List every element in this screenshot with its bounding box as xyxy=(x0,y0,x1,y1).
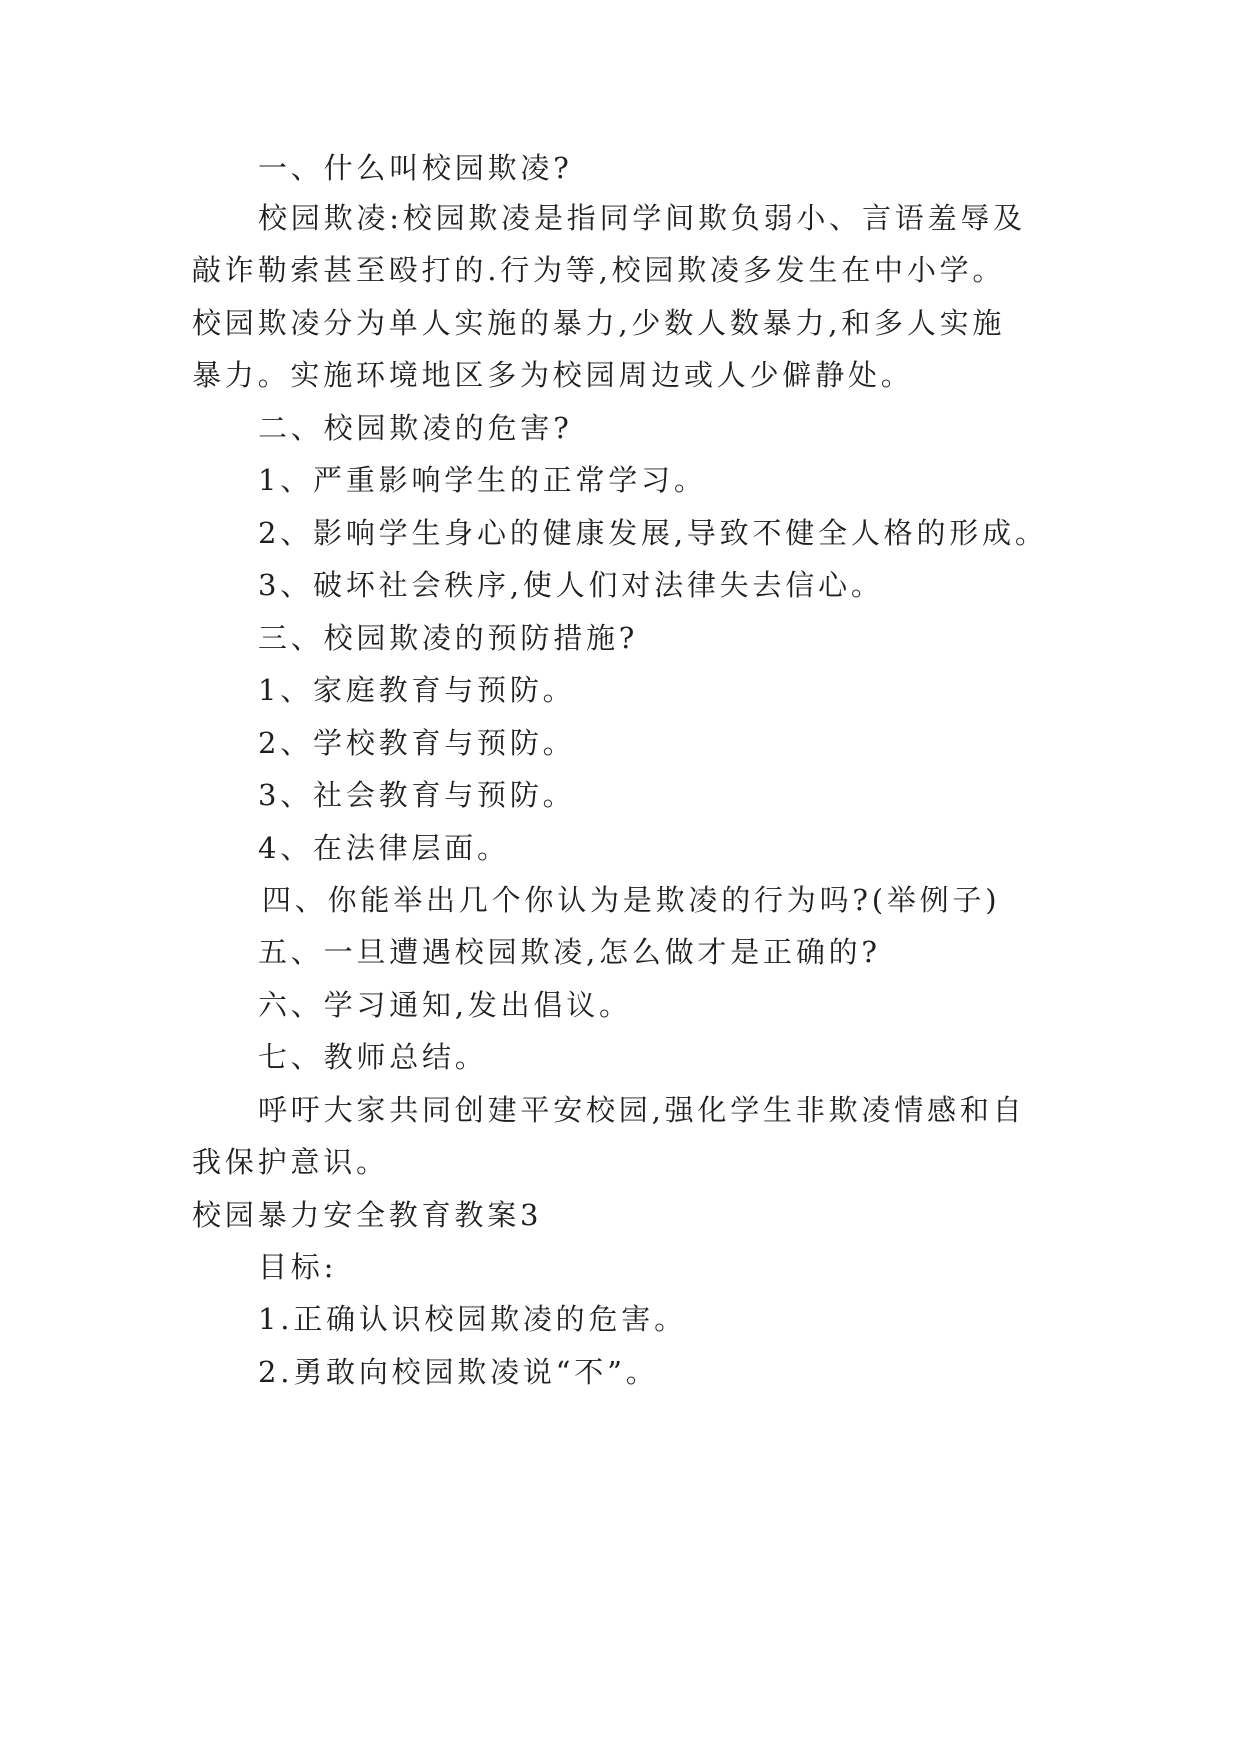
heading-response: 五、一旦遭遇校园欺凌,怎么做才是正确的? xyxy=(258,935,881,969)
heading-prevention: 三、校园欺凌的预防措施? xyxy=(258,621,639,655)
definition-line-1: 校园欺凌:校园欺凌是指同学间欺负弱小、言语羞辱及 xyxy=(258,201,1026,235)
prevention-item-2: 2、学校教育与预防。 xyxy=(258,726,576,760)
heading-summary: 七、教师总结。 xyxy=(258,1040,488,1074)
prevention-item-1: 1、家庭教育与预防。 xyxy=(258,673,576,707)
objective-item-2: 2.勇敢向校园欺凌说“不”。 xyxy=(258,1355,659,1389)
prevention-item-3: 3、社会教育与预防。 xyxy=(258,778,576,812)
appeal-line-1: 呼吁大家共同创建平安校园,强化学生非欺凌情感和自 xyxy=(258,1093,1026,1127)
harm-item-1: 1、严重影响学生的正常学习。 xyxy=(258,463,707,497)
harm-item-3: 3、破坏社会秩序,使人们对法律失去信心。 xyxy=(258,568,884,602)
heading-examples: 四、你能举出几个你认为是欺凌的行为吗?(举例子) xyxy=(262,883,1001,917)
definition-line-4: 暴力。实施环境地区多为校园周边或人少僻静处。 xyxy=(192,358,914,392)
definition-line-3: 校园欺凌分为单人实施的暴力,少数人数暴力,和多人实施 xyxy=(192,306,1006,340)
heading-harms: 二、校园欺凌的危害? xyxy=(258,411,573,445)
objectives-heading: 目标: xyxy=(258,1250,338,1284)
objective-item-1: 1.正确认识校园欺凌的危害。 xyxy=(258,1302,687,1336)
lesson-plan-title: 校园暴力安全教育教案3 xyxy=(192,1198,543,1232)
appeal-line-2: 我保护意识。 xyxy=(192,1145,389,1179)
prevention-item-4: 4、在法律层面。 xyxy=(258,831,510,865)
harm-item-2: 2、影响学生身心的健康发展,导致不健全人格的形成。 xyxy=(258,516,1048,550)
heading-proposal: 六、学习通知,发出倡议。 xyxy=(258,988,632,1022)
definition-line-2: 敲诈勒索甚至殴打的.行为等,校园欺凌多发生在中小学。 xyxy=(192,253,1006,287)
heading-what-is-bullying: 一、什么叫校园欺凌? xyxy=(258,151,573,185)
